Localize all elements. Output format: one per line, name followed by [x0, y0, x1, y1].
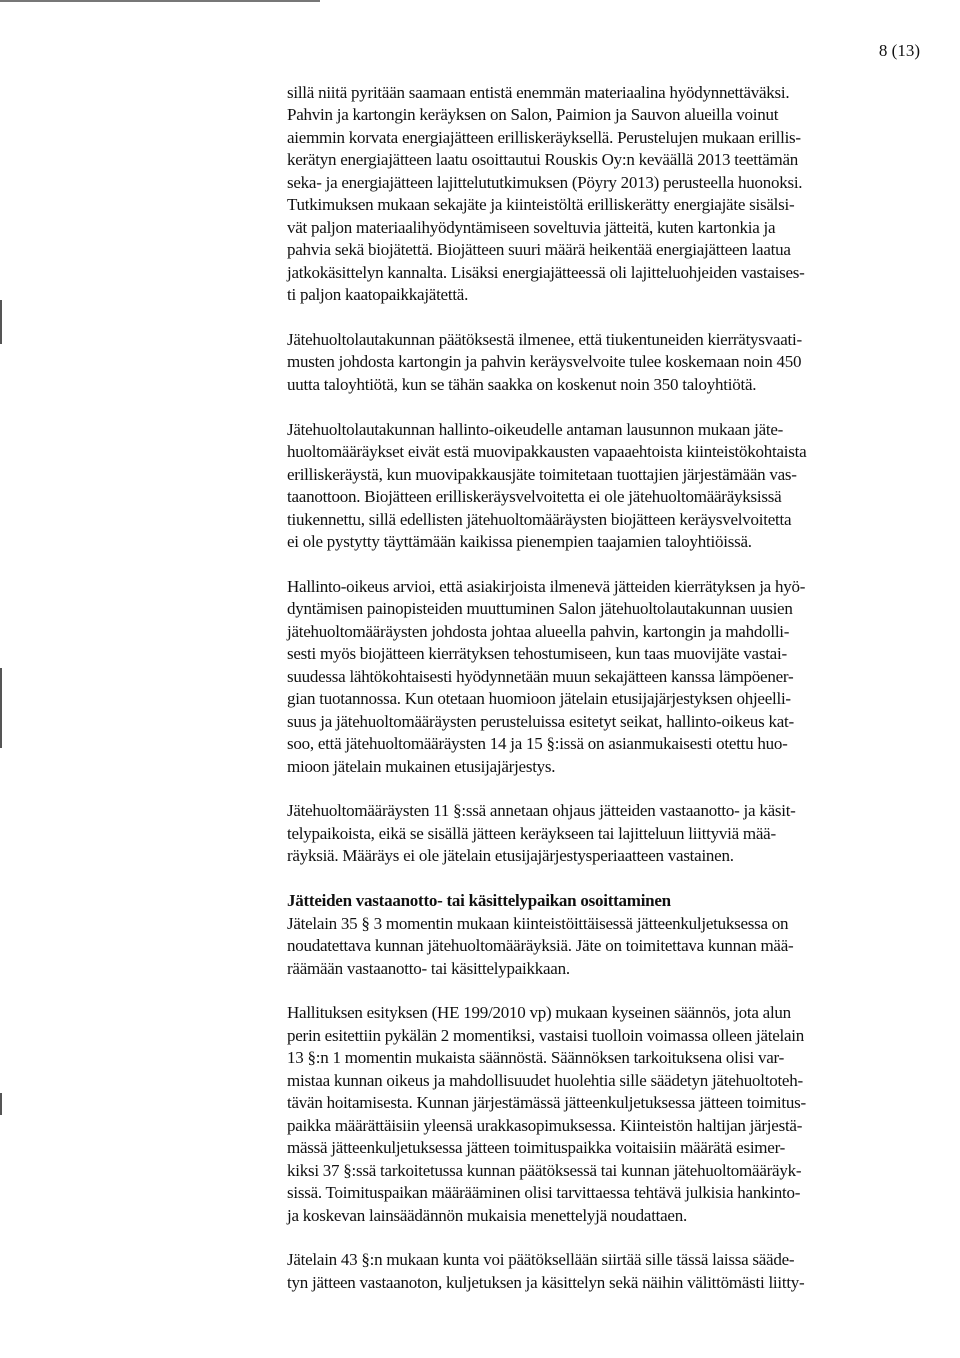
paragraph	[287, 82, 927, 307]
text-line: räämään vastaanotto- tai käsittelypaikkaan.	[287, 958, 570, 978]
paragraph	[287, 419, 927, 554]
text-line: huoltomääräykset eivät estä muovipakkausten vapaaehtoista kiinteistökohtaista	[287, 442, 807, 462]
document-body	[287, 82, 927, 1317]
text-line: vät paljon materiaalihyödyntämiseen soveltuvia jätteitä, kuten kartonkia ja	[287, 217, 776, 237]
text-line: tyn jätteen vastaanoton, kuljetuksen ja käsittelyn sekä näihin välittömästi liitty-	[287, 1272, 805, 1292]
text-line: 13 §:n 1 momentin mukaista säännöstä. Säännöksen tarkoituksena olisi var-	[287, 1048, 784, 1068]
text-line: seka- ja energiajätteen lajittelututkimuksen (Pöyry 2013) perusteella huonoksi.	[287, 172, 803, 192]
paragraph	[287, 576, 927, 778]
text-line: sissä. Toimituspaikan määrääminen olisi tarvittaessa tehtävä julkisia hankinto-	[287, 1183, 801, 1203]
text-line: aiemmin korvata energiajätteen erilliskeräyksellä. Perustelujen mukaan erillis-	[287, 127, 801, 147]
page-number: 8 (13)	[878, 41, 920, 60]
section-heading: Jätteiden vastaanotto- tai käsittelypaikan osoittaminen	[287, 891, 671, 911]
text-line: Hallituksen esityksen (HE 199/2010 vp) mukaan kyseinen säännös, jota alun	[287, 1003, 791, 1023]
text-line: uutta taloyhtiötä, kun se tähän saakka on koskenut noin 350 taloyhtiötä.	[287, 374, 757, 394]
text-line: gian tuotannossa. Kun otetaan huomioon jätelain etusijajärjestyksen ohjeelli-	[287, 689, 791, 709]
text-line: mässä jätteenkuljetuksessa jätteen toimituspaikka voitaisiin määrätä esimer-	[287, 1138, 786, 1158]
text-line: soo, että jätehuoltomääräysten 14 ja 15 §:issä on asianmukaisesti otettu huo-	[287, 734, 788, 754]
text-line: mioon jätelain mukainen etusijajärjestys.	[287, 756, 556, 776]
text-line: dyntämisen painopisteiden muuttuminen Salon jätehuoltolautakunnan uusien	[287, 599, 793, 619]
scan-margin-mark	[0, 1093, 2, 1115]
text-line: Jätelain 43 §:n mukaan kunta voi päätöksellään siirtää sille tässä laissa sääde-	[287, 1250, 795, 1270]
top-scan-rule	[0, 0, 320, 2]
text-line: pahvia sekä biojätettä. Biojätteen suuri määrä heikentää energiajätteen laatua	[287, 240, 791, 260]
text-line: suus ja jätehuoltomääräysten perusteluissa esitetyt seikat, hallinto-oikeus kat-	[287, 711, 794, 731]
scan-margin-mark	[0, 668, 2, 748]
text-line: Jätelain 35 § 3 momentin mukaan kiinteistöittäisessä jätteenkuljetuksessa on	[287, 913, 789, 933]
text-line: erilliskeräystä, kun muovipakkausjäte toimitetaan tuottajien järjestämään vas-	[287, 464, 797, 484]
text-line: ei ole pystytty täyttämään kaikissa pienempien taajamien taloyhtiöissä.	[287, 532, 752, 552]
text-line: tiukennettu, sillä edellisten jätehuoltomääräysten biojätteen keräysvelvoitetta	[287, 509, 792, 529]
text-line: Tutkimuksen mukaan sekajäte ja kiinteistöltä erilliskerätty energiajäte sisälsi-	[287, 195, 795, 215]
text-line: perin esitettiin pykälän 2 momentiksi, vastaisi tuolloin voimassa olleen jätelain	[287, 1025, 805, 1045]
paragraph	[287, 329, 927, 396]
section-paragraph	[287, 890, 927, 980]
text-line: Jätehuoltomääräysten 11 §:ssä annetaan ohjaus jätteiden vastaanotto- ja käsit-	[287, 801, 796, 821]
text-line: taanottoon. Biojätteen erilliskeräysvelvoitetta ei ole jätehuoltomääräyksissä	[287, 487, 782, 507]
paragraph	[287, 800, 927, 867]
text-line: jatkokäsittelyn kannalta. Lisäksi energiajätteessä oli lajitteluohjeiden vastaises-	[287, 262, 805, 282]
text-line: ja koskevan lainsäädännön mukaisia menettelyjä noudattaen.	[287, 1205, 687, 1225]
text-line: räyksiä. Määräys ei ole jätelain etusijajärjestysperiaatteen vastainen.	[287, 846, 734, 866]
paragraph	[287, 1249, 927, 1294]
text-line: ti paljon kaatopaikkajätettä.	[287, 285, 469, 305]
text-line: musten johdosta kartongin ja pahvin keräysvelvoite tulee koskemaan noin 450	[287, 352, 802, 372]
text-line: kerätyn energiajätteen laatu osoittautui Rouskis Oy:n keväällä 2013 teettämän	[287, 150, 799, 170]
text-line: Pahvin ja kartongin keräyksen on Salon, Paimion ja Sauvon alueilla voinut	[287, 105, 779, 125]
text-line: noudatettava kunnan jätehuoltomääräyksiä. Jäte on toimitettava kunnan mää-	[287, 936, 794, 956]
text-line: suudessa lähtökohtaisesti hyödynnetään muun sekajätteen kanssa lämpöener-	[287, 666, 794, 686]
text-line: telypaikoista, eikä se sisällä jätteen keräykseen tai lajitteluun liittyviä mää-	[287, 823, 776, 843]
text-line: kiksi 37 §:ssä tarkoitetussa kunnan päätöksessä tai kunnan jätehuoltomääräyk-	[287, 1160, 802, 1180]
text-line: Jätehuoltolautakunnan hallinto-oikeudelle antaman lausunnon mukaan jäte-	[287, 419, 784, 439]
text-line: mistaa kunnan oikeus ja mahdollisuudet huolehtia sille säädetyn jätehuoltoteh-	[287, 1070, 803, 1090]
text-line: paikka määrättäisiin yleensä urakkasopimuksessa. Kiinteistön haltijan järjestä-	[287, 1115, 803, 1135]
text-line: sesti myös biojätteen kierrätyksen tehostumiseen, kun taas muovijäte vastai-	[287, 644, 787, 664]
text-line: Hallinto-oikeus arvioi, että asiakirjoista ilmenevä jätteiden kierrätyksen ja hyö-	[287, 576, 806, 596]
text-line: jätehuoltomääräysten johdosta johtaa alueella pahvin, kartongin ja mahdolli-	[287, 621, 790, 641]
text-line: Jätehuoltolautakunnan päätöksestä ilmenee, että tiukentuneiden kierrätysvaati-	[287, 329, 802, 349]
text-line: sillä niitä pyritään saamaan entistä enemmän materiaalina hyödynnettäväksi.	[287, 83, 790, 102]
scan-margin-mark	[0, 300, 2, 344]
paragraph	[287, 1002, 927, 1227]
text-line: tävän hoitamisesta. Kunnan järjestämässä jätteenkuljetuksessa jätteen toimitus-	[287, 1093, 806, 1113]
